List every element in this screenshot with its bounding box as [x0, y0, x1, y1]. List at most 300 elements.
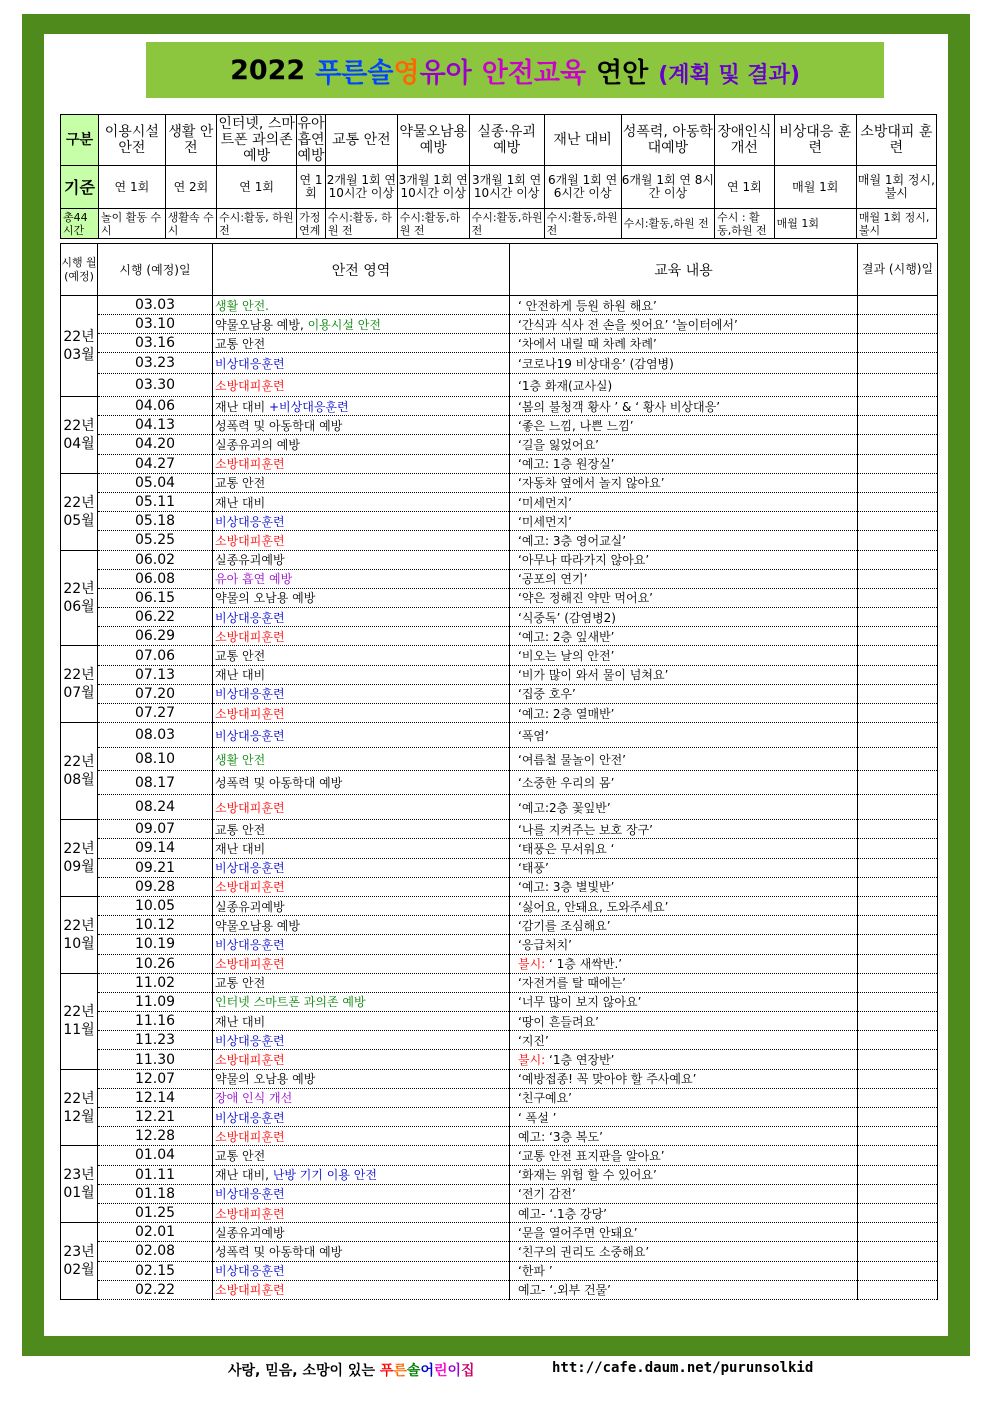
area-text: 약물오남용 예방	[215, 918, 300, 933]
area-text: 약물의 오남용 예방	[215, 1072, 316, 1087]
area-text: 실종유괴예방	[215, 899, 285, 914]
result-cell	[858, 1184, 938, 1203]
content-text: ‘공포의 연기’	[518, 572, 588, 587]
content-cell	[510, 374, 858, 397]
area-cell	[213, 954, 510, 973]
area-text: 소방대피훈련	[215, 378, 285, 393]
area-text: 비상대응훈련	[215, 1187, 285, 1202]
result-cell	[858, 973, 938, 992]
content-text: ‘지진’	[518, 1033, 549, 1048]
content-text: ‘약은 정해진 약만 먹어요’	[518, 591, 653, 606]
title-text	[315, 51, 800, 90]
table-row	[61, 954, 938, 973]
area-text: 실종유괴의 예방	[215, 437, 300, 452]
area-cell	[213, 397, 510, 416]
slogan-prefix: 사랑, 믿음, 소망이 있는	[228, 1363, 380, 1379]
table-row	[61, 1146, 938, 1165]
result-cell	[858, 858, 938, 877]
content-cell	[510, 992, 858, 1011]
date-cell: 06.02	[98, 550, 213, 569]
table-row	[61, 839, 938, 858]
area-text: 교통 안전	[215, 822, 266, 837]
brand-letter: 른	[393, 1363, 407, 1379]
content-text: ‘1층 화재(교사실)	[518, 378, 613, 393]
criteria-cell: 연 1회	[297, 166, 326, 209]
area-cell	[213, 877, 510, 896]
content-cell	[510, 627, 858, 646]
content-cell	[510, 473, 858, 492]
category-cell: 유아 흡연 예방	[297, 116, 325, 164]
result-cell	[858, 992, 938, 1011]
content-text: ‘태풍’	[518, 861, 549, 876]
content-text: ‘응급처치’	[518, 937, 572, 952]
table-row	[61, 374, 938, 397]
table-row	[61, 1280, 938, 1299]
result-cell	[858, 1088, 938, 1107]
content-cell	[510, 550, 858, 569]
result-cell	[858, 608, 938, 627]
content-text: ‘너무 많이 보지 않아요’	[518, 995, 642, 1010]
result-cell	[858, 569, 938, 588]
result-cell	[858, 1146, 938, 1165]
area-text: 비상대응훈련	[215, 728, 285, 743]
col-month: 시행 월 (예정)	[61, 244, 98, 296]
area-text: 이용시설 안전	[307, 317, 381, 332]
date-cell: 10.12	[98, 916, 213, 935]
result-cell	[858, 795, 938, 820]
area-text: 교통 안전	[215, 1148, 266, 1163]
area-cell	[213, 1146, 510, 1165]
result-cell	[858, 315, 938, 334]
area-text: 소방대피훈련	[215, 629, 285, 644]
table-row	[61, 704, 938, 723]
result-cell	[858, 839, 938, 858]
area-cell	[213, 627, 510, 646]
area-text: 난방 기기 이용 안전	[272, 1168, 377, 1183]
table-row	[61, 1050, 938, 1069]
result-cell	[858, 1012, 938, 1031]
result-cell	[858, 684, 938, 703]
brand-name	[380, 1363, 475, 1379]
criteria-cell: 연 1회	[217, 166, 297, 209]
content-cell	[510, 531, 858, 550]
content-cell	[510, 1031, 858, 1050]
area-cell	[213, 512, 510, 531]
result-cell	[858, 1031, 938, 1050]
content-text: ‘식중독’ (감염병2)	[518, 610, 616, 625]
table-row	[61, 550, 938, 569]
date-cell: 05.11	[98, 492, 213, 511]
content-cell	[510, 334, 858, 353]
content-prefix: 불시:	[518, 957, 550, 972]
content-cell	[510, 1012, 858, 1031]
table-row	[61, 820, 938, 839]
table-row	[61, 877, 938, 896]
content-text: ‘땅이 흔들려요’	[518, 1014, 599, 1029]
table-row	[61, 512, 938, 531]
criteria-cell: 3개월 1회 연 10시간 이상	[397, 166, 469, 209]
total-cell: 수시:활동,하원 전	[397, 209, 469, 239]
table-row	[61, 492, 938, 511]
content-text: ‘간식과 식사 전 손을 씻어요’ ‘놀이터에서’	[518, 317, 738, 332]
date-cell: 01.04	[98, 1146, 213, 1165]
area-cell	[213, 492, 510, 511]
content-text: ‘친구의 권리도 소중해요’	[518, 1244, 650, 1259]
date-cell: 06.08	[98, 569, 213, 588]
date-cell: 02.22	[98, 1280, 213, 1299]
month-cell: 22년 07월	[61, 646, 98, 723]
area-cell	[213, 684, 510, 703]
area-text: 실종유괴예방	[215, 553, 285, 568]
result-cell	[858, 588, 938, 607]
result-cell	[858, 416, 938, 435]
area-cell	[213, 1088, 510, 1107]
month-cell: 22년 12월	[61, 1069, 98, 1146]
area-text: 실종유괴예방	[215, 1225, 285, 1240]
content-text: ‘비가 많이 와서 물이 넘쳐요’	[518, 668, 669, 683]
area-cell	[213, 1242, 510, 1261]
area-cell	[213, 353, 510, 374]
area-cell	[213, 1012, 510, 1031]
col-area: 안전 영역	[213, 244, 510, 296]
area-cell	[213, 916, 510, 935]
brand-letter: 린	[433, 1363, 448, 1379]
category-cell: 소방대피 훈련	[856, 115, 936, 166]
brand-letter: 어	[420, 1363, 434, 1379]
content-cell	[510, 1280, 858, 1299]
content-text: ‘태풍은 무서워요 ‘	[518, 841, 615, 856]
category-cell: 약물오남용 예방	[397, 115, 469, 166]
result-cell	[858, 1108, 938, 1127]
month-cell: 22년 04월	[61, 397, 98, 474]
content-text: ‘차에서 내릴 때 차례 차례’	[518, 336, 657, 351]
table-row	[61, 1127, 938, 1146]
content-text: ‘봄의 불청객 황사 ’ & ‘ 황사 비상대응’	[518, 399, 721, 414]
col-date: 시행 (예정)일	[98, 244, 213, 296]
content-cell	[510, 820, 858, 839]
area-cell	[213, 1280, 510, 1299]
result-cell	[858, 531, 938, 550]
content-cell	[510, 1242, 858, 1261]
area-cell	[213, 1108, 510, 1127]
table-row	[61, 1031, 938, 1050]
area-cell	[213, 704, 510, 723]
content-cell	[510, 877, 858, 896]
criteria-cell: 연 2회	[165, 166, 216, 209]
result-cell	[858, 492, 938, 511]
result-cell	[858, 374, 938, 397]
area-text: 소방대피훈련	[215, 880, 285, 895]
table-row	[61, 935, 938, 954]
date-cell: 12.07	[98, 1069, 213, 1088]
date-cell: 07.06	[98, 646, 213, 665]
table-row	[61, 416, 938, 435]
date-cell: 02.15	[98, 1261, 213, 1280]
content-cell	[510, 315, 858, 334]
category-cell: 교통 안전	[325, 115, 397, 166]
content-cell	[510, 1069, 858, 1088]
date-cell: 07.20	[98, 684, 213, 703]
category-cell: 생활 안전	[165, 115, 216, 166]
result-cell	[858, 397, 938, 416]
table-row	[61, 1242, 938, 1261]
content-cell	[510, 795, 858, 820]
result-cell	[858, 954, 938, 973]
date-cell: 08.24	[98, 795, 213, 820]
title-year: 2022	[230, 54, 306, 86]
col-result: 결과 (시행)일	[858, 244, 938, 296]
criteria-cell: 연 1회	[715, 166, 775, 209]
area-cell	[213, 858, 510, 877]
area-text: 비상대응훈련	[215, 610, 285, 625]
content-text: ‘예방접종! 꼭 맞아야 할 주사예요’	[518, 1072, 697, 1087]
content-text: 예고: ‘3층 복도’	[518, 1129, 603, 1144]
content-cell	[510, 1108, 858, 1127]
area-cell	[213, 1127, 510, 1146]
content-text: ‘문을 열어주면 안돼요’	[518, 1225, 638, 1240]
date-cell: 04.06	[98, 397, 213, 416]
result-cell	[858, 1165, 938, 1184]
result-cell	[858, 771, 938, 795]
content-text: ‘자전거를 탈 때에는’	[518, 976, 626, 991]
title-part: (계획 및 결과)	[658, 62, 800, 88]
table-row	[61, 531, 938, 550]
cafe-url[interactable]: htt://cafe.daum.net/purunsolkid	[552, 1360, 814, 1376]
content-cell	[510, 896, 858, 915]
result-cell	[858, 1223, 938, 1242]
brand-letter: 이	[447, 1363, 462, 1379]
result-cell	[858, 1127, 938, 1146]
area-cell	[213, 296, 510, 315]
categories-label: 구분	[61, 115, 99, 166]
total-cell: 놀이 활동 수시	[98, 209, 165, 239]
content-text: ‘감기를 조심해요’	[518, 918, 611, 933]
date-cell: 03.23	[98, 353, 213, 374]
area-text: 소방대피훈련	[215, 1206, 285, 1221]
table-row	[61, 665, 938, 684]
total-cell: 수시 : 활동,하원 전	[715, 209, 775, 239]
result-cell	[858, 877, 938, 896]
table-row	[61, 795, 938, 820]
month-cell: 23년 01월	[61, 1146, 98, 1223]
area-cell	[213, 748, 510, 771]
date-cell: 09.21	[98, 858, 213, 877]
content-cell	[510, 646, 858, 665]
content-text: ‘전기 감전’	[518, 1187, 576, 1202]
content-text: 예고- ‘.외부 건물’	[518, 1283, 611, 1298]
content-cell	[510, 608, 858, 627]
category-cell: 성폭력, 아동학대예방	[621, 115, 714, 166]
area-text: 비상대응훈련	[215, 687, 285, 702]
date-cell: 11.30	[98, 1050, 213, 1069]
content-cell	[510, 492, 858, 511]
content-cell	[510, 723, 858, 748]
area-text: 소방대피훈련	[215, 1283, 285, 1298]
content-text: ‘폭염’	[518, 728, 549, 743]
content-cell	[510, 839, 858, 858]
area-cell	[213, 588, 510, 607]
area-cell	[213, 1261, 510, 1280]
area-text: 소방대피훈련	[215, 457, 285, 472]
criteria-cell: 2개월 1회 연 10시간 이상	[325, 166, 397, 209]
content-cell	[510, 916, 858, 935]
area-text: 교통 안전	[215, 976, 266, 991]
content-cell	[510, 569, 858, 588]
criteria-cell: 연 1회	[98, 166, 165, 209]
content-text: ‘화재는 위험 할 수 있어요’	[518, 1168, 657, 1183]
date-cell: 03.10	[98, 315, 213, 334]
area-text: 성폭력 및 아동학대 예방	[215, 418, 343, 433]
table-row	[61, 1012, 938, 1031]
table-row	[61, 1223, 938, 1242]
content-text: ‘한파 ’	[518, 1264, 553, 1279]
content-cell	[510, 397, 858, 416]
area-cell	[213, 973, 510, 992]
result-cell	[858, 646, 938, 665]
table-row	[61, 473, 938, 492]
date-cell: 12.28	[98, 1127, 213, 1146]
table-row	[61, 916, 938, 935]
criteria-cell: 매월 1회	[774, 166, 856, 209]
content-text: ‘ 1층 새싹반.’	[549, 957, 623, 972]
date-cell: 02.08	[98, 1242, 213, 1261]
table-row	[61, 1069, 938, 1088]
date-cell: 11.02	[98, 973, 213, 992]
criteria-cell: 6개월 1회 연 8시간 이상	[621, 166, 714, 209]
date-cell: 10.19	[98, 935, 213, 954]
result-cell	[858, 334, 938, 353]
area-cell	[213, 1031, 510, 1050]
area-text: 교통 안전	[215, 476, 266, 491]
area-cell	[213, 435, 510, 454]
area-text: 소방대피훈련	[215, 957, 285, 972]
result-cell	[858, 665, 938, 684]
content-cell	[510, 1184, 858, 1203]
area-text: 비상대응훈련	[215, 861, 285, 876]
table-row	[61, 608, 938, 627]
content-cell	[510, 748, 858, 771]
area-text: 소방대피훈련	[215, 1129, 285, 1144]
date-cell: 04.27	[98, 454, 213, 473]
content-text: ‘예고:2층 꽃잎반’	[518, 800, 611, 815]
total-cell: 생활속 수시	[165, 209, 216, 239]
content-cell	[510, 296, 858, 315]
area-text: 비상대응훈련	[215, 1264, 285, 1279]
result-cell	[858, 512, 938, 531]
table-row	[61, 1108, 938, 1127]
table-row	[61, 1184, 938, 1203]
area-cell	[213, 315, 510, 334]
criteria-table	[60, 114, 937, 239]
month-cell: 23년 02월	[61, 1223, 98, 1300]
date-cell: 09.14	[98, 839, 213, 858]
table-row	[61, 454, 938, 473]
table-row	[61, 627, 938, 646]
title-part: 안전교육	[481, 57, 587, 89]
month-cell: 22년 03월	[61, 296, 98, 397]
result-cell	[858, 1280, 938, 1299]
total-cell: 수시:활동,하원 전	[544, 209, 621, 239]
criteria-cell: 매월 1회 정시, 불시	[856, 166, 936, 209]
table-row	[61, 435, 938, 454]
result-cell	[858, 1242, 938, 1261]
result-cell	[858, 550, 938, 569]
content-text: ‘ 안전하게 등원 하원 해요’	[518, 298, 657, 313]
content-cell	[510, 1088, 858, 1107]
category-cell: 재난 대비	[544, 115, 621, 166]
area-text: 장애 인식 개선	[215, 1091, 293, 1106]
content-text: ‘예고: 3층 영어교실’	[518, 533, 627, 548]
area-text: 성폭력 및 아동학대 예방	[215, 776, 343, 791]
area-text: 재난 대비	[215, 1014, 266, 1029]
date-cell: 11.23	[98, 1031, 213, 1050]
brand-letter: 솔	[406, 1363, 421, 1379]
table-row	[61, 684, 938, 703]
title-part: 영	[393, 57, 420, 89]
date-cell: 01.11	[98, 1165, 213, 1184]
content-cell	[510, 435, 858, 454]
area-text: 약물오남용 예방,	[215, 317, 308, 332]
content-cell	[510, 353, 858, 374]
area-text: 소방대피훈련	[215, 800, 285, 815]
result-cell	[858, 1261, 938, 1280]
area-cell	[213, 820, 510, 839]
area-cell	[213, 795, 510, 820]
content-text: ‘미세먼지’	[518, 514, 572, 529]
result-cell	[858, 723, 938, 748]
total-cell: 매월 1회	[774, 209, 856, 239]
area-text: 재난 대비	[215, 668, 266, 683]
content-text: ‘아무나 따라가지 않아요’	[518, 553, 650, 568]
date-cell: 09.07	[98, 820, 213, 839]
category-cell: 인터넷, 스마트폰 과의존 예방	[218, 116, 295, 164]
content-text: ‘좋은 느낌, 나쁜 느낌’	[518, 418, 634, 433]
date-cell: 11.09	[98, 992, 213, 1011]
content-text: ‘나를 지켜주는 보호 장구’	[518, 822, 653, 837]
area-text: 소방대피훈련	[215, 533, 285, 548]
area-text: 재난 대비	[215, 841, 266, 856]
category-cell: 비상대응 훈련	[774, 115, 856, 166]
col-content: 교육 내용	[510, 244, 858, 296]
content-cell	[510, 1261, 858, 1280]
content-text: ‘자동차 옆에서 놀지 않아요’	[518, 476, 665, 491]
content-cell	[510, 1050, 858, 1069]
area-text: 재난 대비	[215, 495, 266, 510]
content-text: ‘미세먼지’	[518, 495, 572, 510]
area-cell	[213, 935, 510, 954]
area-text: 비상대응훈련	[215, 937, 285, 952]
category-cell: 실종·유괴 예방	[469, 115, 544, 166]
brand-letter: 푸	[379, 1363, 394, 1379]
content-text: ‘1층 연장반’	[549, 1053, 615, 1068]
area-cell	[213, 896, 510, 915]
area-text: +비상대응훈련	[269, 399, 349, 414]
total-cell: 수시:활동,하원 전	[621, 209, 714, 239]
area-cell	[213, 334, 510, 353]
result-cell	[858, 435, 938, 454]
date-cell: 04.20	[98, 435, 213, 454]
criteria-row	[61, 166, 937, 209]
area-text: 재난 대비	[215, 399, 269, 414]
area-cell	[213, 608, 510, 627]
area-text: 인터넷 스마트폰 과의존 예방	[215, 995, 366, 1010]
total-cell: 매월 1회 정시, 불시	[856, 209, 936, 239]
date-cell: 08.10	[98, 748, 213, 771]
month-cell: 22년 11월	[61, 973, 98, 1069]
area-text: 교통 안전	[215, 649, 266, 664]
result-cell	[858, 916, 938, 935]
month-cell: 22년 06월	[61, 550, 98, 646]
